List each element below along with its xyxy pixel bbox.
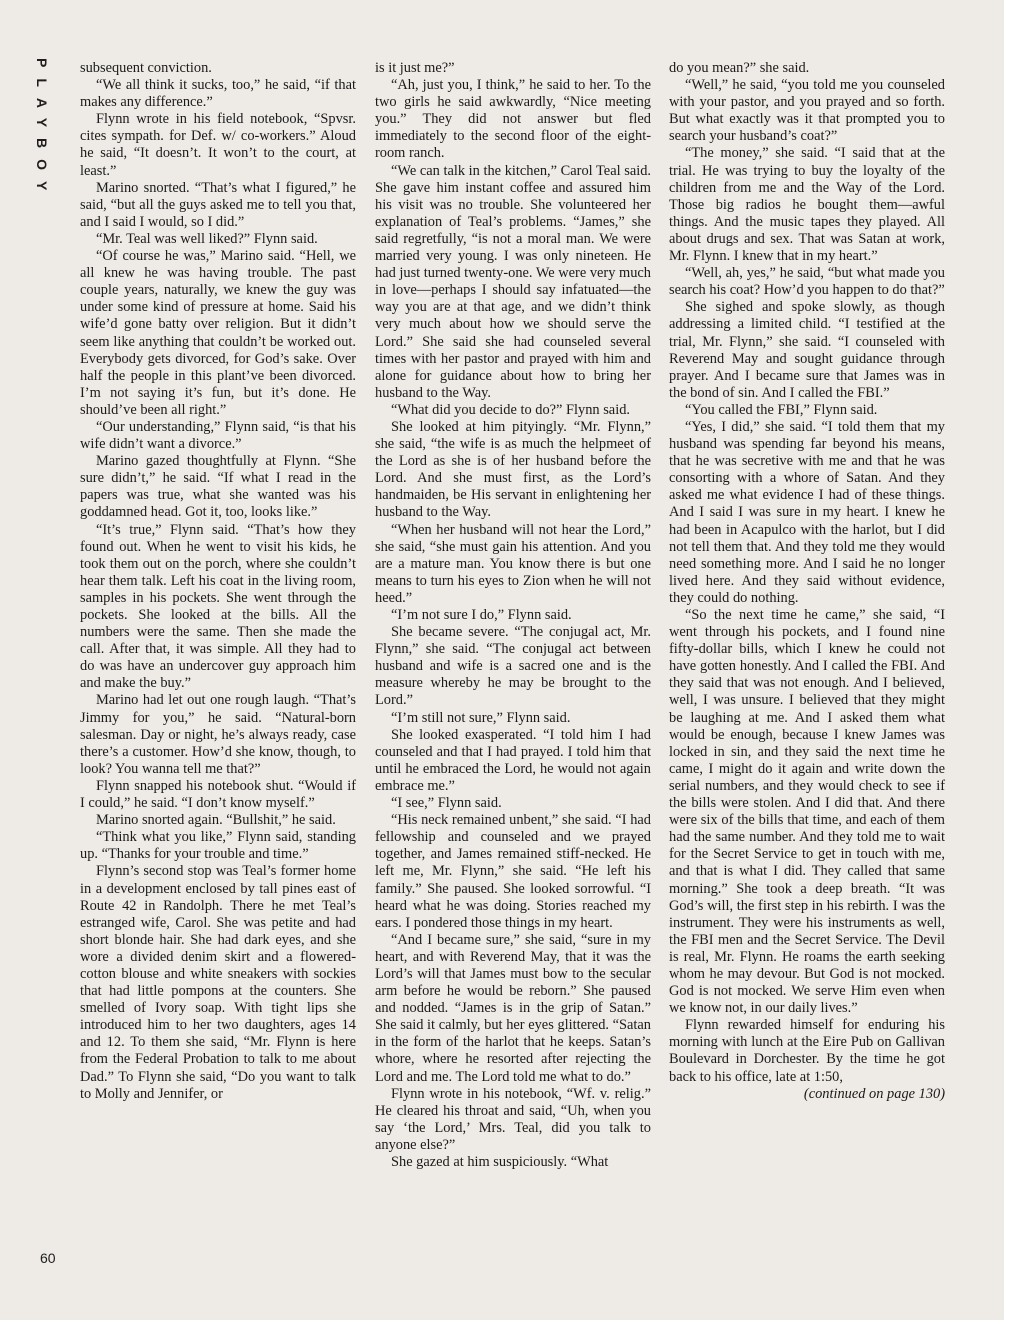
paragraph: Marino had let out one rough laugh. “That’s Jimmy for you,” he said. “Natural-born salesman. Day or night, he’s always ready, case there’s a customer. How’d she know, though, to look? You wanna tell me that?” bbox=[80, 692, 356, 777]
paragraph: “I see,” Flynn said. bbox=[391, 795, 502, 812]
paragraph: Marino snorted. “That’s what I figured,” he said, “but all the guys asked me to tell you that, and I said I would, so I did.” bbox=[80, 179, 356, 230]
paragraph: “Yes, I did,” she said. “I told them that my husband was spending far beyond his means, that he was secretive with me and that he was consorting with a whore of Satan. And they asked me what evidence I had of these things. And I said I was sure in my heart. I knew he had been in Acapulco with the harlot, but I did not tell them that. And they told me they would need something more. And I said he no longer lived here. And they said without evidence, they could do nothing. bbox=[669, 418, 945, 606]
paragraph: “Of course he was,” Marino said. “Hell, we all knew he was having trouble. The past couple years, naturally, we knew the guy was under some kind of pressure at home. Said his wife’d gone batty over religion. But it didn’t seem like anything that couldn’t be worked out. Everybody gets divorced, for God’s sake. Over half the people in this plant’ve been divorced. I’m not saying it’s fun, but it’s done. He should’ve been all right.” bbox=[80, 248, 356, 418]
paragraph: “His neck remained unbent,” she said. “I had fellowship and counseled and we prayed together, and James remained stiff-necked. He left me, Mr. Flynn,” she said. “He left his family.” She paused. She looked sorrowful. “I heard what he was doing. Stories reached my ears. I pondered those things in my heart. bbox=[375, 812, 651, 931]
paragraph: She became severe. “The conjugal act, Mr. Flynn,” she said. “The conjugal act between husband and wife is a sacred one and is the measure whereby he may be brought to the Lord.” bbox=[375, 624, 651, 709]
paragraph: She gazed at him suspiciously. “What bbox=[391, 1154, 609, 1170]
paragraph: “Ah, just you, I think,” he said to her. To the two girls he said awkwardly, “Nice meeting you.” They did not answer but fled immediately to the second floor of the eight-room ranch. bbox=[375, 77, 651, 162]
paragraph: “We all think it sucks, too,” he said, “if that makes any difference.” bbox=[80, 77, 356, 111]
paragraph: “Our understanding,” Flynn said, “is that his wife didn’t want a divorce.” bbox=[80, 418, 356, 453]
paragraph: “The money,” she said. “I said that at the trial. He was trying to buy the loyalty of the children from me and the Way of the Lord. Those big radios he bought them—awful things. And the music tapes they played. All about drugs and sex. That was Satan at work, Mr. Flynn. I knew that in my heart.” bbox=[669, 145, 945, 265]
text-column-2 bbox=[375, 60, 651, 1171]
paragraph: “What did you decide to do?” Flynn said. bbox=[391, 401, 630, 418]
paragraph: Flynn wrote in his notebook, “Wf. v. relig.” He cleared his throat and said, “Uh, when you say ‘the Lord,’ Mrs. Teal, did you talk to anyone else?” bbox=[375, 1085, 651, 1153]
paragraph: “So the next time he came,” she said, “I went through his pockets, and I found nine fifty-dollar bills, which I knew he could not have gotten honestly. And I called the FBI. And they said that was not enough. And I believed, well, I was unsure. I believed that they might be laughing at me. And I asked them what would be enough, because I knew James was locked in sin, and they said the next time he came, I might do it again and write down the serial numbers, and they would check to see if the bills were stolen. And I did that. And there were six of the bills that time, and each of them had the same number. And they told me to wait for the Secret Service to get in touch with me, and that is what I did. They called that same morning.” She took a deep breath. “It was God’s will, the first step in his rebirth. I was the instrument. They were his instruments as well, the FBI men and the Secret Service. The Devil is real, Mr. Flynn. He roams the earth seeking whom he may devour. But God is not mocked. God is not mocked. We serve Him even when we know not, in our daily lives.” bbox=[669, 607, 945, 1017]
text-column-1 bbox=[80, 60, 356, 1103]
paragraph: subsequent conviction. bbox=[80, 60, 212, 76]
paragraph: “And I became sure,” she said, “sure in my heart, and with Reverend May, that it was the Lord’s will that James must bow to the secular arm before he would be reborn.” She paused and nodded. “James is in the grip of Satan.” She said it calmly, but her eyes glittered. “Satan in the form of the harlot that he keeps. Satan’s whore, where he resorted after rejecting the Lord and me. The Lord told me what to do.” bbox=[375, 931, 651, 1085]
paragraph: “Well, ah, yes,” he said, “but what made you search his coat? How’d you happen to do that?” bbox=[669, 265, 945, 299]
paragraph: “We can talk in the kitchen,” Carol Teal said. She gave him instant coffee and assured him his visit was no trouble. She volunteered her explanation of Teal’s problems. “James,” she said regretfully, “is not a moral man. We were married very young. I was only nineteen. He had just turned twenty-one. We were very much in love—perhaps I should say infatuated—the way you are at that age, and we didn’t think very much about how we should serve the Lord.” She said she had counseled several times with her pastor and prayed with him and alone for guidance about how to bring her husband to the Way. bbox=[375, 162, 651, 401]
paragraph: Flynn rewarded himself for enduring his morning with lunch at the Eire Pub on Gallivan Boulevard in Dorchester. By the time he got back to his office, late at 1:50, bbox=[669, 1017, 945, 1085]
paragraph: “Well,” he said, “you told me you counseled with your pastor, and you prayed and so forth. But what exactly was it that prompted you to search your husband’s coat?” bbox=[669, 77, 945, 145]
text-column-3 bbox=[669, 60, 945, 1103]
paragraph: Flynn wrote in his field notebook, “Spvsr. cites sympath. for Def. w/ co-workers.” Aloud he said, “It doesn’t. It won’t to the court, at least.” bbox=[80, 111, 356, 179]
masthead bbox=[30, 58, 54, 218]
paragraph: “I’m not sure I do,” Flynn said. bbox=[391, 607, 572, 623]
masthead-logo: PLAYBOY bbox=[34, 58, 50, 202]
paragraph: She looked at him pityingly. “Mr. Flynn,” she said, “the wife is as much the helpmeet of the Lord as she is of her husband before the Lord. And she must first, as the Lord’s handmaiden, be His servant in enlightening her husband to the Way. bbox=[375, 418, 651, 521]
paragraph: Marino snorted again. “Bullshit,” he said. bbox=[96, 812, 336, 829]
paragraph: She looked exasperated. “I told him I had counseled and that I had prayed. I told him that until he embraced the Lord, he would not again embrace me.” bbox=[375, 726, 651, 794]
paragraph: Flynn’s second stop was Teal’s former home in a development enclosed by tall pines east of Route 42 in Randolph. There he met Teal’s estranged wife, Carol. She was petite and had short blonde hair. She had dark eyes, and she wore a divided denim skirt and a flowered-cotton blouse and white sneakers with sockies that had little pompons at the counters. She smelled of Ivory soap. With tight lips she introduced him to her two daughters, ages 14 and 12. To them she said, “Mr. Flynn is here from the Federal Probation to talk to me about Dad.” To Flynn she said, “Do you want to talk to Molly and Jennifer, or bbox=[80, 863, 356, 1102]
paragraph: “I’m still not sure,” Flynn said. bbox=[391, 709, 571, 726]
paragraph: do you mean?” she said. bbox=[669, 60, 810, 76]
paragraph: “You called the FBI,” Flynn said. bbox=[685, 401, 878, 418]
paragraph: “It’s true,” Flynn said. “That’s how they found out. When he went to visit his kids, he took them out on the porch, where she couldn’t hear them talk. Left his coat in the living room, samples in his pockets. She went through the pockets. She looked at the bills. All the numbers were the same. Then she made the call. After that, it was simple. All they had to do was have an undercover guy approach him and make the buy.” bbox=[80, 521, 356, 692]
paragraph: Marino gazed thoughtfully at Flynn. “She sure didn’t,” he said. “If what I read in the papers was true, what she wanted was his goddamned head. Got it, too, looks like.” bbox=[80, 453, 356, 521]
paragraph: “When her husband will not hear the Lord,” she said, “she must gain his attention. And you are a mature man. You know there is but one means to turn his eyes to Zion when he will not heed.” bbox=[375, 521, 651, 606]
paragraph: She sighed and spoke slowly, as though addressing a limited child. “I testified at the trial, Mr. Flynn,” she said. “I counseled with Reverend May and sought guidance through prayer. And I became sure that James was in the bond of sin. And I called the FBI.” bbox=[669, 299, 945, 401]
continuation-note: (continued on page 130) bbox=[803, 1085, 945, 1102]
page-number: 60 bbox=[40, 1250, 56, 1266]
paragraph: “Think what you like,” Flynn said, standing up. “Thanks for your trouble and time.” bbox=[80, 829, 356, 863]
paragraph: “Mr. Teal was well liked?” Flynn said. bbox=[96, 230, 318, 247]
paragraph: is it just me?” bbox=[375, 60, 455, 76]
paragraph: Flynn snapped his notebook shut. “Would if I could,” he said. “I don’t know myself.” bbox=[80, 777, 356, 812]
